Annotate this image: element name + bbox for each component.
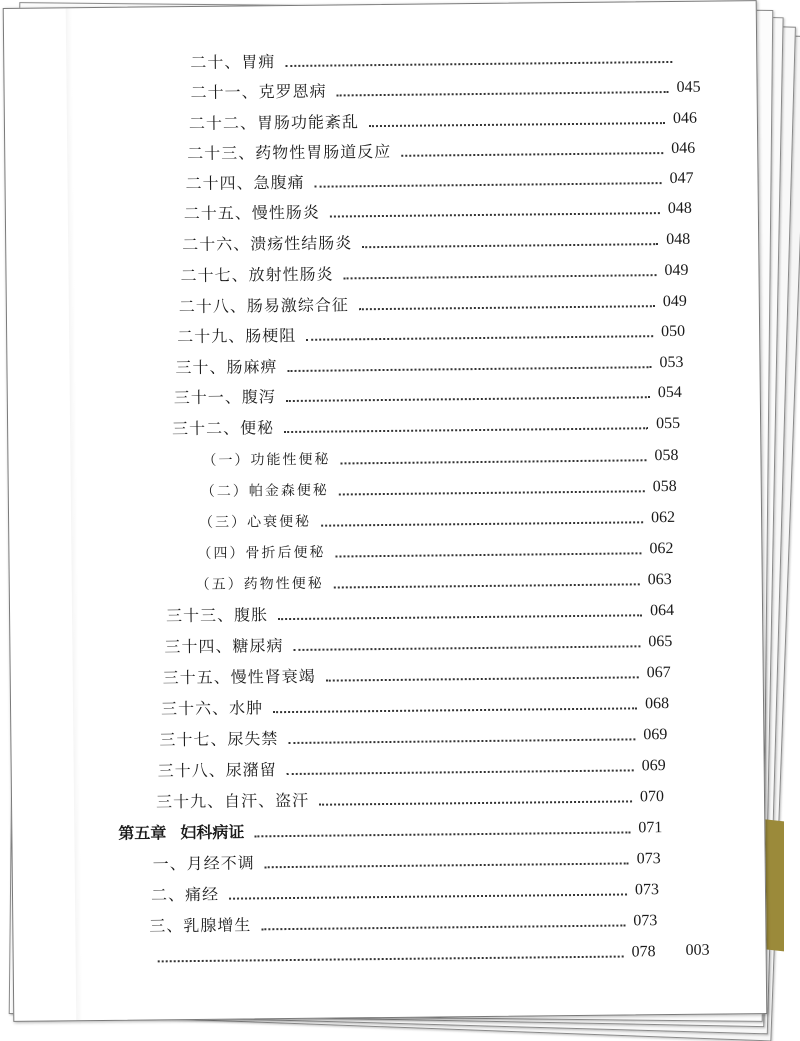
leader-dots	[288, 738, 635, 744]
toc-entry-label: 二十六、溃疡性结肠炎	[182, 233, 353, 255]
toc-entry-label: 三十、肠麻痹	[175, 357, 278, 378]
toc-entry[interactable]	[156, 781, 664, 812]
toc-subentry[interactable]	[196, 564, 672, 595]
toc-entry[interactable]	[164, 626, 672, 657]
leader-dots	[287, 769, 634, 775]
toc-entry[interactable]	[190, 42, 680, 73]
toc-entry-label: （五）药物性便秘	[195, 575, 324, 593]
toc-entry-page: 055	[656, 414, 681, 433]
leader-dots	[306, 335, 653, 341]
toc-subentry[interactable]	[199, 502, 675, 533]
toc-entry[interactable]	[149, 905, 657, 936]
toc-entry-page: 069	[641, 757, 666, 775]
toc-entry-page: 062	[650, 508, 676, 527]
toc-entry[interactable]	[158, 750, 666, 781]
toc-subentry[interactable]	[201, 471, 677, 502]
toc-entry-label: 三十二、便秘	[172, 418, 275, 439]
leader-dots	[229, 893, 627, 899]
toc-entry-page: 047	[669, 169, 694, 188]
toc-entry-label: 三十三、腹胀	[165, 605, 269, 626]
toc-entry-page: 058	[652, 477, 677, 496]
toc-entry[interactable]	[179, 286, 687, 317]
page-folio: 003	[685, 941, 710, 959]
toc-entry[interactable]	[185, 163, 693, 194]
toc-entry-label: 二、痛经	[150, 884, 220, 905]
page-fold-shadow	[66, 8, 83, 1020]
toc-entry[interactable]	[189, 103, 697, 134]
leader-dots	[362, 243, 658, 248]
toc-entry-page: 046	[671, 139, 696, 157]
leader-dots	[326, 676, 639, 681]
leader-dots	[319, 800, 632, 805]
toc-entry-page: 050	[661, 322, 686, 341]
toc-entry-label: 三十九、自汗、盗汗	[155, 790, 310, 812]
toc-entry-label: 三十一、腹泻	[173, 387, 276, 408]
leader-dots	[293, 645, 640, 651]
toc-entry-page: 049	[664, 261, 689, 280]
toc-entry-page: 049	[662, 292, 687, 311]
toc-entry-page: 065	[648, 632, 673, 651]
toc-entry-page: 048	[667, 199, 692, 218]
toc-subentry[interactable]	[202, 440, 678, 471]
leader-dots	[330, 212, 660, 217]
toc-entry[interactable]	[172, 408, 680, 439]
toc-entry-label: 二十七、放射性肠炎	[180, 264, 334, 286]
toc-entry[interactable]	[151, 874, 659, 905]
toc-entry-label: 三十五、慢性肾衰竭	[162, 666, 316, 688]
toc-entry-label: 二十九、肠梗阻	[177, 325, 297, 347]
toc-entry[interactable]	[174, 377, 682, 408]
toc-entry-label: （三）心衰便秘	[199, 513, 312, 531]
toc-entry-page: 053	[659, 353, 684, 372]
toc-entry-page: 071	[638, 819, 663, 837]
leader-dots	[334, 583, 640, 588]
toc-entry-page: 073	[633, 912, 658, 930]
toc-entry[interactable]	[163, 657, 671, 688]
toc-entry-page: 054	[657, 383, 682, 402]
toc-entry[interactable]	[190, 72, 700, 103]
leader-dots	[335, 552, 641, 557]
toc-entry-page: 058	[654, 446, 679, 465]
toc-entry-page: 045	[676, 78, 701, 96]
toc-entry-label: 二十八、肠易激综合征	[178, 295, 349, 317]
toc-entry-page: 070	[639, 788, 665, 806]
leader-dots	[315, 182, 662, 188]
toc-entry-page: 073	[634, 881, 660, 899]
toc-entry-label: 二十四、急腹痛	[185, 172, 305, 194]
toc-entry[interactable]	[177, 316, 685, 347]
leader-dots	[278, 614, 642, 620]
leader-dots	[265, 862, 629, 868]
leader-dots	[401, 152, 663, 157]
leader-dots	[286, 396, 650, 402]
leader-dots	[340, 459, 646, 464]
toc-chapter[interactable]	[118, 812, 662, 844]
toc-entry-page: 063	[647, 571, 672, 589]
toc-entry[interactable]	[180, 255, 688, 286]
toc-entry-page: 048	[666, 230, 691, 249]
toc-entry-page: 046	[672, 109, 697, 127]
leader-dots	[369, 122, 665, 127]
chapter-title: 妇科病证	[180, 822, 245, 843]
toc-entry[interactable]	[184, 193, 692, 224]
leader-dots	[261, 925, 625, 931]
toc-entry-label: 二十五、慢性肠炎	[183, 202, 320, 224]
toc-entry-label: 三十八、尿潴留	[157, 760, 277, 781]
toc-subentry[interactable]	[197, 533, 673, 564]
toc-page	[3, 0, 768, 1022]
toc-entry-label: 二十一、克罗恩病	[190, 81, 327, 103]
toc-entry-label: 三、乳腺增生	[149, 915, 252, 936]
toc-entry-page: 068	[644, 695, 670, 713]
leader-dots	[288, 366, 652, 372]
leader-dots	[285, 61, 672, 67]
toc-entry[interactable]	[161, 688, 669, 719]
toc-entry-label: 三十四、糖尿病	[164, 636, 284, 657]
toc-entry-label: （二）帕金森便秘	[200, 482, 329, 500]
toc-entry-label: 二十二、胃肠功能紊乱	[188, 112, 360, 134]
toc-entry-page: 067	[646, 664, 671, 682]
toc-entry-label: 二十三、药物性胃肠道反应	[187, 141, 392, 164]
leader-dots	[273, 707, 637, 713]
leader-dots	[337, 91, 669, 96]
toc-entry-label: 二十、胃痈	[190, 52, 276, 73]
leader-dots	[344, 274, 657, 279]
toc-entry[interactable]	[166, 595, 674, 626]
toc-entry-label: 三十六、水肿	[160, 698, 264, 719]
leader-dots	[254, 831, 630, 837]
toc-entry-label: 一、月经不调	[152, 853, 255, 874]
toc-entry[interactable]	[147, 936, 655, 967]
leader-dots	[284, 427, 648, 433]
toc-entry[interactable]	[153, 843, 661, 874]
toc-entry[interactable]	[175, 347, 683, 378]
toc-entry-label: 三十七、尿失禁	[159, 729, 279, 750]
leader-dots	[339, 490, 645, 495]
toc-entry-label: （一）功能性便秘	[202, 451, 331, 469]
chapter-number: 第五章	[118, 823, 167, 843]
leader-dots	[158, 956, 624, 963]
toc-entry[interactable]	[159, 719, 667, 750]
leader-dots	[359, 305, 655, 310]
toc-entry-page: 064	[649, 601, 675, 620]
toc-entry[interactable]	[187, 133, 695, 164]
toc-chapter-label	[118, 822, 244, 843]
toc-entry-page: 073	[636, 850, 661, 868]
toc-entry-page: 069	[643, 726, 668, 744]
toc-entry-page: 062	[649, 539, 674, 558]
toc-entry-page: 078	[631, 943, 656, 961]
toc-entry-label: （四）骨折后便秘	[197, 544, 326, 562]
toc-entry[interactable]	[182, 224, 690, 255]
leader-dots	[321, 521, 643, 526]
